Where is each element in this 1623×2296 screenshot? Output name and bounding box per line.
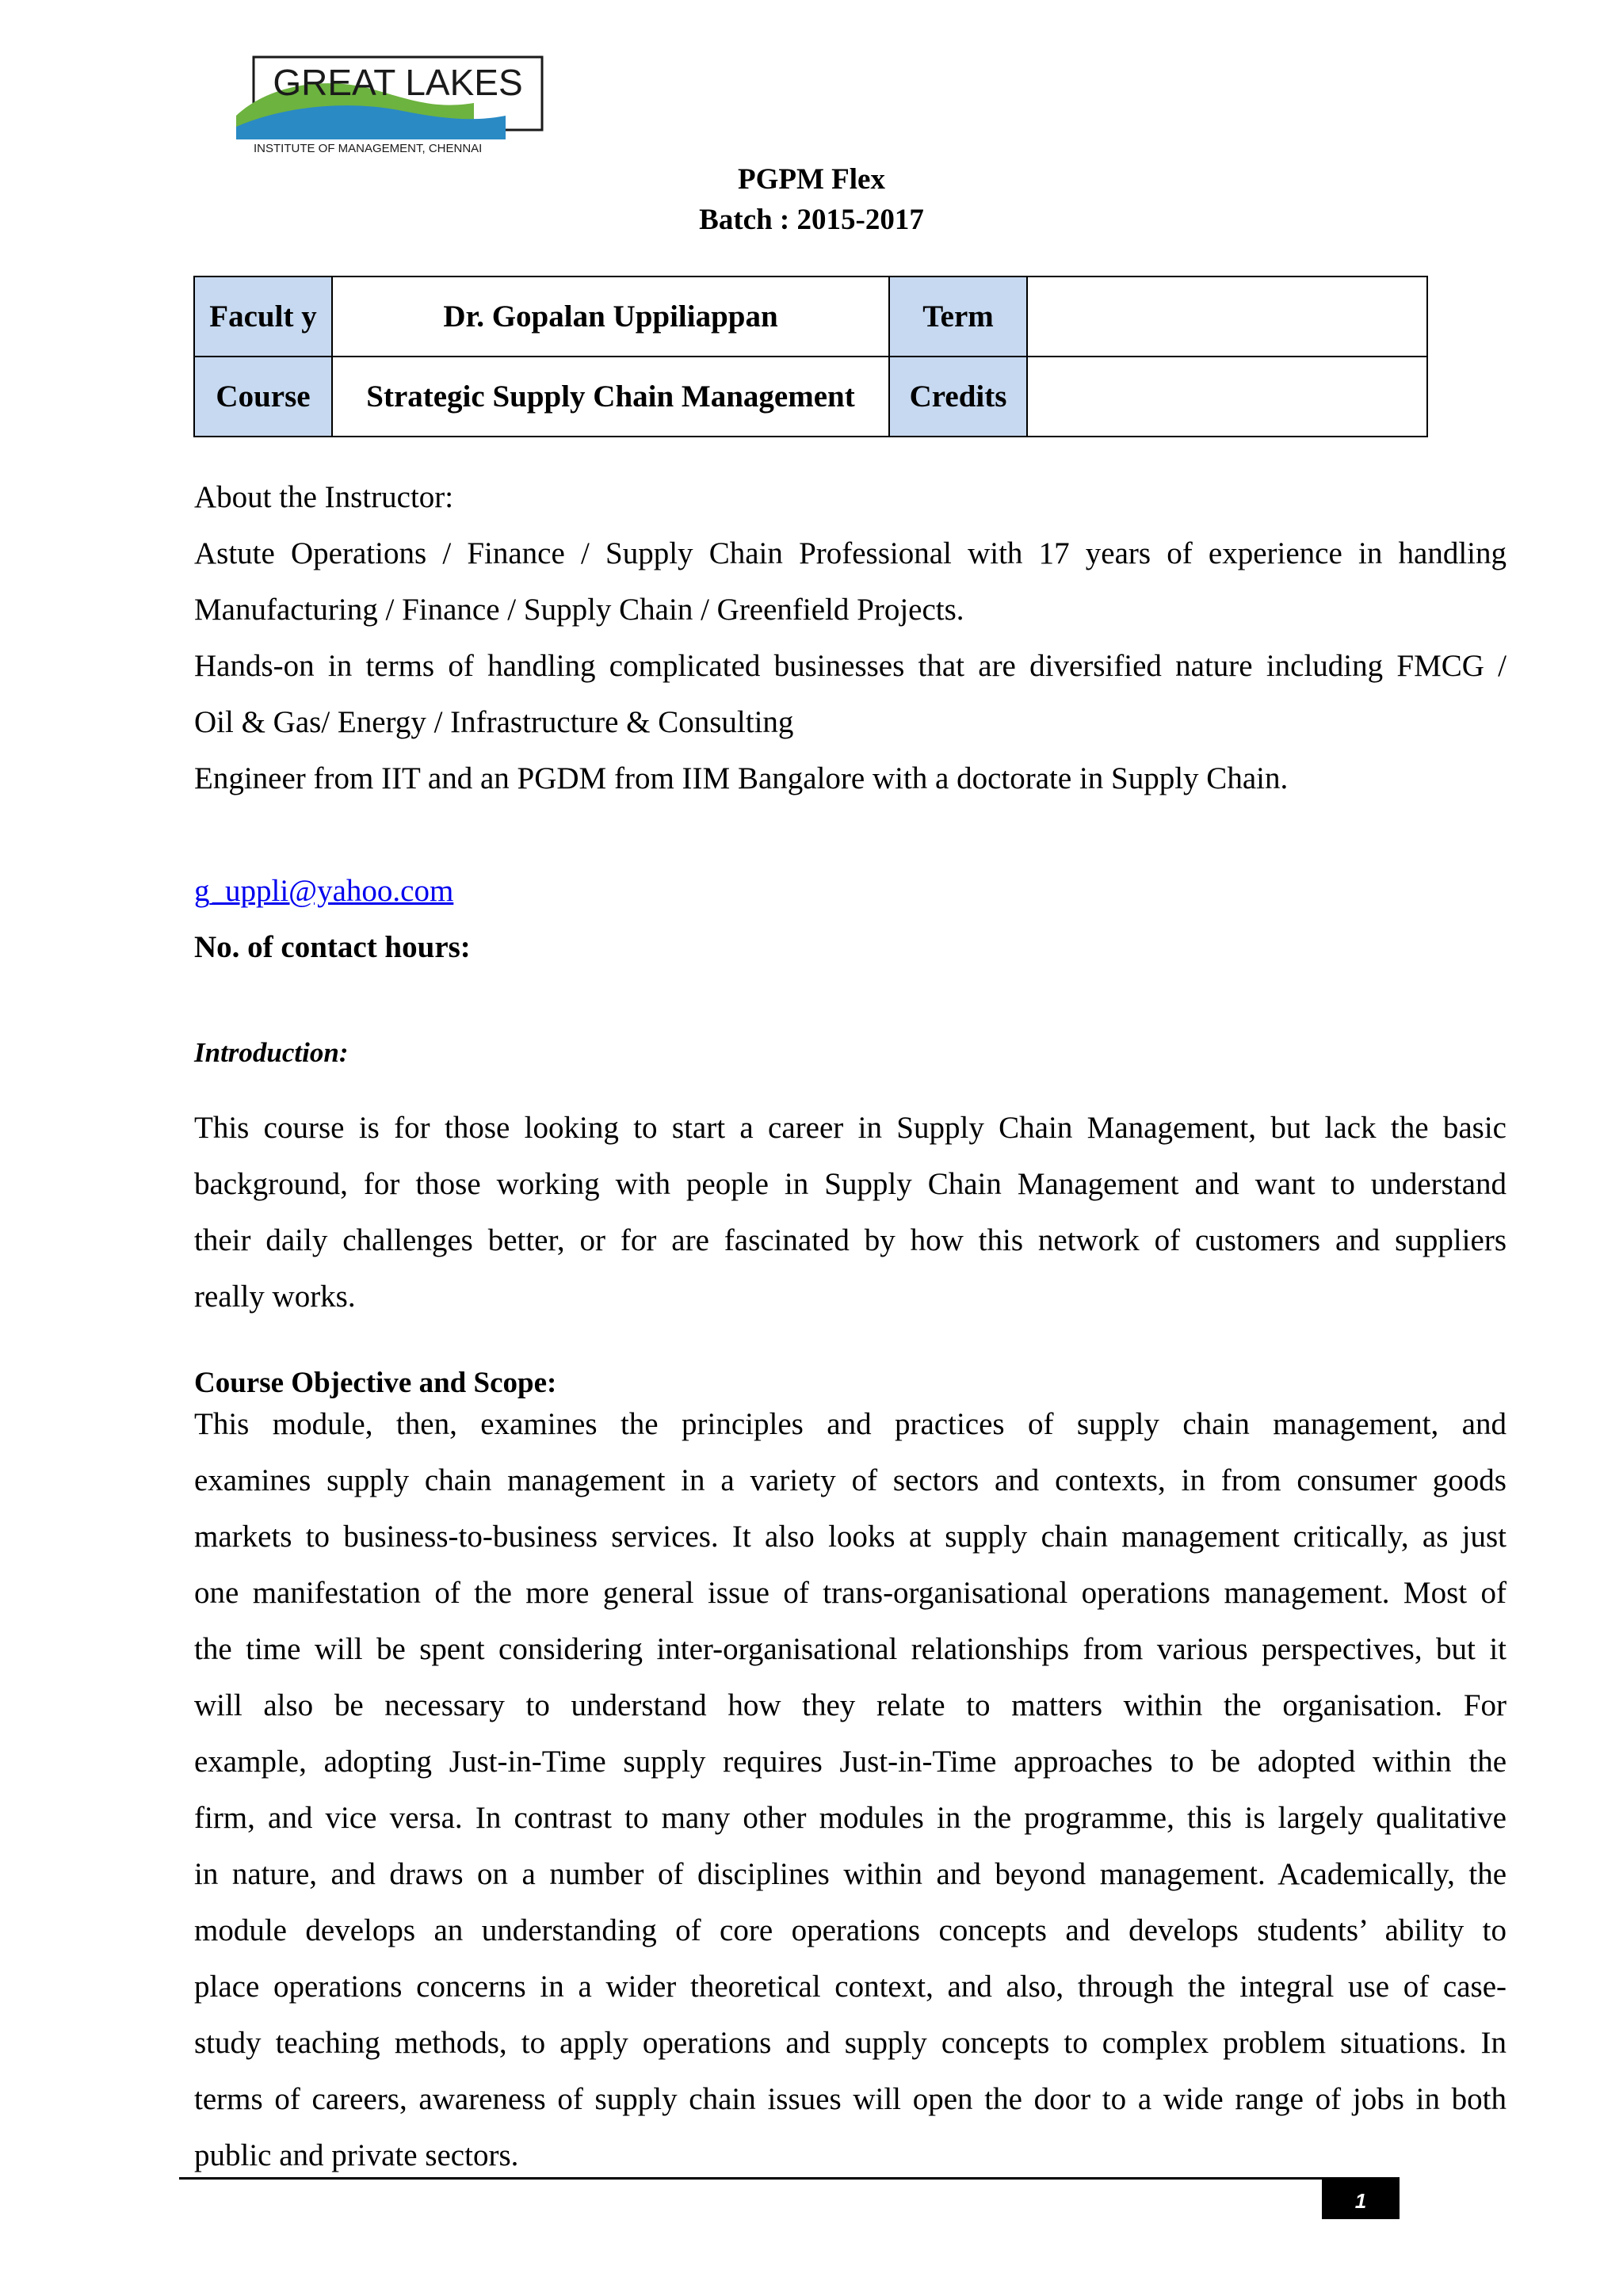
course-label: Course — [194, 357, 332, 437]
instructor-line: Oil & Gas/ Energy / Infrastructure & Consulting — [194, 705, 794, 739]
instructor-line: Hands-on in terms of handling complicated businesses that are diversified nature including FMCG / — [194, 649, 1507, 683]
objective-heading: Course Objective and Scope: — [194, 1367, 557, 1399]
credits-label: Credits — [889, 357, 1027, 437]
table-row — [194, 277, 1427, 357]
table-row — [194, 357, 1427, 437]
instructor-email-link[interactable]: g_uppli@yahoo.com — [194, 874, 454, 908]
instructor-heading: About the Instructor: — [194, 480, 454, 514]
instructor-line: Manufacturing / Finance / Supply Chain / Greenfield Projects. — [194, 593, 964, 627]
term-label: Term — [889, 277, 1027, 357]
introduction-paragraph: This course is for those looking to start a career in Supply Chain Management, but lack the basic background, for those working with people in Supply Chain Management and want to understand their daily challenges better, or for are fascinated by how this network of customers and suppliers really works. — [194, 1111, 1507, 1314]
course-info-table — [193, 276, 1428, 437]
instructor-line: Engineer from IIT and an PGDM from IIM Bangalore with a doctorate in Supply Chain. — [194, 761, 1289, 795]
faculty-label: Facult y — [194, 277, 332, 357]
logo-wordmark: GREAT LAKES — [273, 62, 523, 103]
page-number: 1 — [1322, 2180, 1400, 2219]
instructor-section — [194, 469, 1507, 975]
contact-hours-label: No. of contact hours: — [194, 930, 471, 964]
great-lakes-logo — [236, 54, 547, 157]
batch-line: Batch : 2015-2017 — [699, 204, 924, 236]
footer-rule — [179, 2177, 1400, 2180]
program-title: PGPM Flex — [738, 163, 885, 196]
logo-subtitle: INSTITUTE OF MANAGEMENT, CHENNAI — [254, 142, 483, 155]
course-value: Strategic Supply Chain Management — [332, 357, 889, 437]
introduction-heading: Introduction: — [194, 1037, 349, 1068]
credits-value — [1027, 357, 1427, 437]
faculty-value: Dr. Gopalan Uppiliappan — [332, 277, 889, 357]
instructor-line: Astute Operations / Finance / Supply Chain Professional with 17 years of experience in handling — [194, 536, 1507, 570]
term-value — [1027, 277, 1427, 357]
objective-paragraph: This module, then, examines the principles and practices of supply chain management, and examines supply chain management in a variety of sectors and contexts, in from consumer goods markets to business-to-business services. It also looks at supply chain management critically, as just one manifestation of the more general issue of trans-organisational operations management. Most of the time will be spent considering inter-organisational relationships from various perspectives, but it will also be necessary to understand how they relate to matters within the organisation. For example, adopting Just-in-Time supply requires Just-in-Time approaches to be adopted within the firm, and vice versa. In contrast to many other modules in the programme, this is largely qualitative in nature, and draws on a number of disciplines within and beyond management. Academically, the module develops an understanding of core operations concepts and develops students’ ability to place operations concerns in a wider theoretical context, and also, through the integral use of case- study teaching methods, to apply operations and supply concepts to complex problem situations. In terms of careers, awareness of supply chain issues will open the door to a wide range of jobs in both public and private sectors. — [194, 1407, 1507, 2172]
